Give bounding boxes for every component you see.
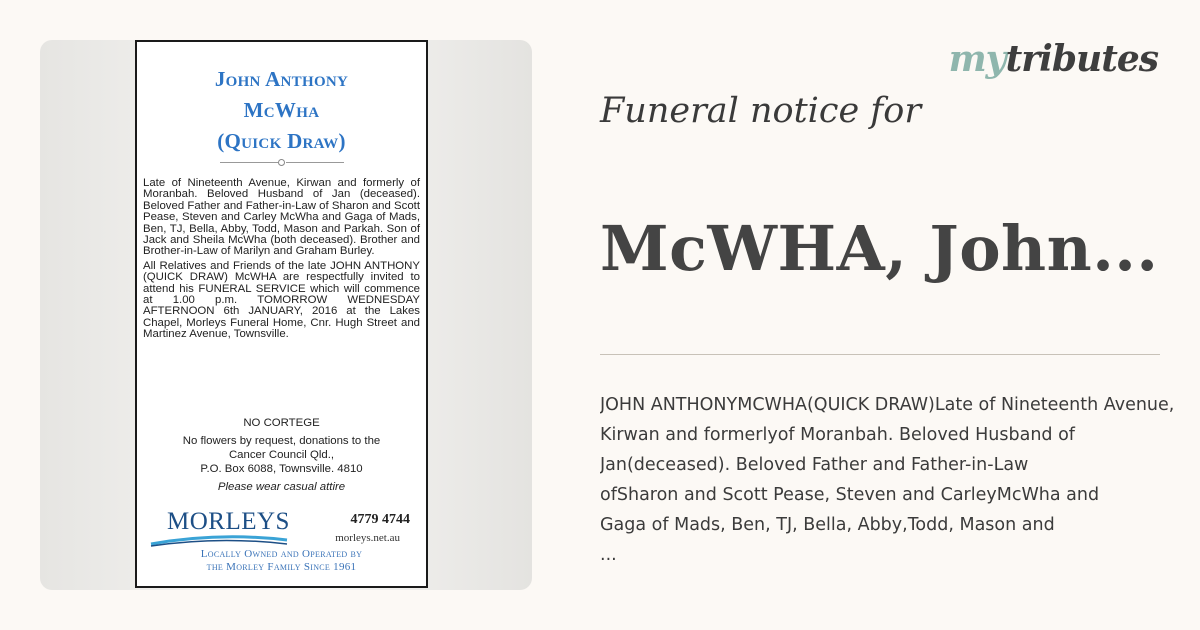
ornament-divider-icon — [220, 159, 344, 167]
funeral-home-logo-row — [145, 502, 418, 552]
attire-text: Please wear casual attire — [217, 481, 346, 493]
notice-excerpt: JOHN ANTHONYMCWHA(QUICK DRAW)Late of Nineteenth Avenue, Kirwan and formerlyof Moranbah. Beloved Husband of Jan(deceased). Beloved Father and Father-in-Law ofSharon and Scott Pease, Steven and CarleyMcWha and Gaga of Mads, Ben, TJ, Bella, Abby,Todd, Mason and ... — [600, 395, 1175, 565]
notice-title-line-3: (Quick Draw) — [217, 129, 346, 153]
notice-title-line-2: McWha — [243, 98, 320, 122]
page-title: McWHA, John... — [600, 212, 1159, 285]
mytributes-logo[interactable] — [949, 38, 1158, 80]
divider — [600, 354, 1160, 355]
flowers-line-3: P.O. Box 6088, Townsville. 4810 — [200, 463, 363, 475]
notice-body — [143, 178, 420, 344]
logo-tributes: tributes — [1005, 38, 1158, 80]
flowers-line-2: Cancer Council Qld., — [228, 449, 335, 461]
no-cortege-text: NO CORTEGE — [243, 417, 320, 429]
notice-paragraph-1: Late of Nineteenth Avenue, Kirwan and formerly of Moranbah. Beloved Husband of Jan (deceased). Beloved Father and Father-in-Law of Sharon and Scott Pease, Steven and Carley McWha and Gaga of Mads, Ben, TJ, Bella, Abby, Todd, Mason and Parkah. Son of Jack and Sheila McWha (both deceased). Brother and Brother-in-Law of Marilyn and Graham Burley. — [143, 177, 420, 258]
notice-paragraph-2: All Relatives and Friends of the late JOHN ANTHONY (QUICK DRAW) McWHA are respectfully invited to attend his FUNERAL SERVICE which will commence at 1.00 p.m. TOMORROW WEDNESDAY AFTERNOON 6th JANUARY, 2016 at the Lakes Chapel, Morleys Funeral Home, Cnr. Hugh Street and Martinez Avenue, Townsville. — [143, 259, 420, 341]
notice-details — [143, 416, 420, 494]
funeral-notice-image[interactable] — [135, 40, 428, 588]
phone-number: 4779 4744 — [350, 512, 410, 527]
tagline — [137, 548, 426, 574]
notice-title-line-1: John Anthony — [214, 67, 349, 91]
notice-title — [137, 64, 426, 157]
swoosh-icon — [149, 534, 289, 548]
tagline-line-2: the Morley Family Since 1961 — [206, 561, 357, 573]
website-text: morleys.net.au — [335, 532, 400, 544]
morleys-logo: MORLEYS — [167, 508, 290, 535]
flowers-line-1: No flowers by request, donations to the — [182, 435, 381, 447]
tagline-line-1: Locally Owned and Operated by — [200, 548, 363, 560]
page-kicker: Funeral notice for — [600, 91, 922, 131]
logo-my: my — [948, 38, 1006, 80]
